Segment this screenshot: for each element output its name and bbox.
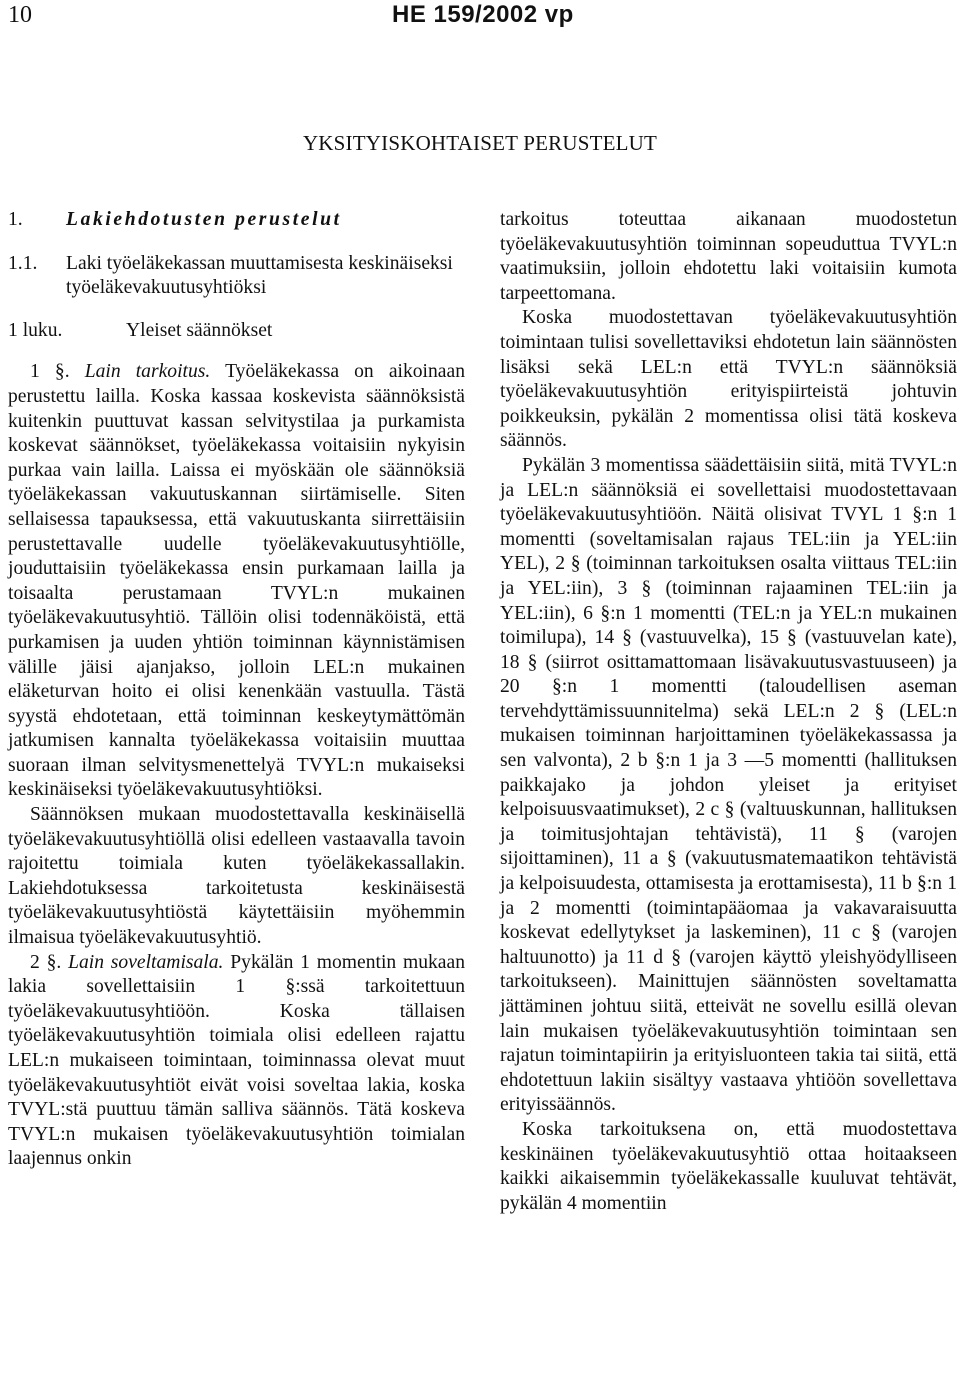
left-column	[8, 208, 465, 1172]
paragraph	[8, 951, 465, 1172]
section-marker: 1 §.	[30, 361, 70, 383]
section-title: YKSITYISKOHTAISET PERUSTELUT	[302, 131, 658, 155]
paragraph: Koska tarkoituksena on, että muodostettava keskinäinen työeläkevakuutusyhtiö ottaa hoitaakseen kaikki aikaisemmin työeläkekassalle kuuluvat tehtävät, pykälän 4 momentiin	[500, 1118, 957, 1214]
paragraph-text: Työeläkekassa on aikoinaan perustettu lailla. Koska kassaa koskevista säännöksistä kuitenkin puuttuvat kassan selvitystilaa ja purkamista koskevat säännökset, työeläkekassa voitaisiin nykyisin purkaa vain lailla. Laissa ei myöskään ole säännöksiä työeläkekassan vakuutuskannan siirtämiselle. Siten sellaisessa tapauksessa, että vakuutuskanta siirrettäisiin perustettavalle uudelle työeläkevakuutusyhtiölle, jouduttaisiin työeläkekassa ensin purkamaan lailla ja toisaalta perustamaan TVYL:n mukainen työeläkevakuutusyhtiö. Tällöin olisi todennäköistä, että purkamisen ja uuden yhtiön toiminnan käynnistämisen välille jäisi ajanjakso, jolloin LEL:n mukainen eläketurvan hoito ei olisi kenenkään vastuulla. Tästä syystä ehdotetaan, että toiminnan keskeytymättömän jatkumisen kannalta työeläkekassa voitaisiin muuttaa suoraan ilman selvitysmenettelyä TVYL:n mukaiseksi keskinäiseksi työeläkevakuutusyhtiöksi.	[8, 361, 465, 801]
section-title-italic: Lain tarkoitus.	[84, 361, 211, 383]
document-id: HE 159/2002 vp	[392, 1, 574, 28]
heading-1-text: Lakiehdotusten perustelut	[66, 209, 342, 230]
heading-2-text: Laki työeläkekassan muuttamisesta keskinäiseksi työeläkevakuutusyhtiöksi	[66, 252, 453, 299]
chapter-title: Yleiset säännökset	[126, 319, 273, 341]
heading-level-2	[8, 252, 465, 301]
chapter-number: 1 luku.	[8, 319, 63, 341]
paragraph: tarkoitus toteuttaa aikanaan muodostetun työeläkevakuutusyhtiön toiminnan sopeuduttua TVYL:n vaatimuksiin, jolloin ehdotettu laki voitaisiin kumota tarpeettomana.	[500, 209, 957, 304]
paragraph	[8, 360, 465, 803]
paragraph: Koska muodostettavan työeläkevakuutusyhtiön toimintaan tulisi sovellettaviksi ehdotetun lain säännösten lisäksi sekä LEL:n että TVYL:n säännöksiä työeläkevakuutusyhtiön erityispiirteistä johtuvin poikkeuksin, pykälän 2 momentissa olisi tätä koskeva säännös.	[500, 307, 957, 452]
paragraph: Säännöksen mukaan muodostettavalla keskinäisellä työeläkevakuutusyhtiöllä olisi edelleen vastaavalla tavoin rajoitettu toimiala kuten työeläkekassallakin. Lakiehdotuksessa tarkoitetusta keskinäisestä työeläkevakuutusyhtiöstä käytettäisiin myöhemmin ilmaisua työeläkevakuutusyhtiö.	[8, 804, 465, 949]
page-number: 10	[8, 2, 32, 28]
paragraph: Pykälän 3 momentissa säädettäisiin siitä, mitä TVYL:n ja LEL:n säännöksiä ei sovellettaisi muodostettavaan työeläkevakuutusyhtiöön. Näitä olisivat TVYL 1 §:n 1 momentti (soveltamisalan rajaus TEL:iin ja YEL:iin YEL), 2 § (toiminnan tarkoituksen osalta viittaus TEL:iin ja YEL:iin), 3 § (toiminnan rajaaminen TEL:iin ja YEL:iin), 6 §:n 1 momentti (TEL:n ja YEL:n mukainen toimilupa), 14 § (vastuuvelka), 15 § (vastuuvelan kate), 18 § (siirrot osittamattomaan lisävakuutusvastuuseen) ja 20 §:n 1 momentti (taloudellisen aseman tervehdyttämissuunnitelma) sekä LEL:n 2 § (LEL:n mukaisen toiminnan harjoittaminen työeläkekassassa ja sen valvonta), 2 b §:n 1 ja 3 —5 momentti (hallituksen paikkajako ja johdon yleiset ja erityiset kelpoisuusvaatimukset), 2 c § (valtuuskunnan, hallituksen ja toimitusjohtajan tehtävistä), 11 § (varojen sijoittaminen), 11 a § (vakuutusmatemaatikon tehtävistä ja kelpoisuudesta, ottamisesta ja erottamisesta), 11 b §:n 1 ja 2 momentti (toimintapääomaa ja vakavaraisuutta koskevat edellytykset ja laskeminen), 11 c § (varojen haltuunotto) ja 11 d § (varojen käyttö yleishyödylliseen tarkoitukseen). Mainittujen säännösten soveltamatta jättäminen johtuu siitä, etteivät ne sovellu esillä olevan lain mukaisen työeläkevakuutusyhtiön toimintaan sen rajatun toimintapiirin ja erityisluonteen takia tai siitä, että ehdotettuun lakiin sisältyy vastaava yhtiöön sovellettava erityissäännös.	[500, 454, 957, 1116]
heading-1-number: 1.	[8, 209, 23, 230]
right-column	[500, 208, 957, 1216]
heading-level-1	[8, 208, 465, 233]
chapter-heading	[8, 319, 465, 344]
section-marker: 2 §.	[30, 951, 62, 973]
heading-2-number: 1.1.	[8, 252, 38, 274]
section-title-italic: Lain soveltamisala.	[68, 951, 224, 973]
paragraph-text: Pykälän 1 momentin mukaan lakia sovellettaisiin 1 §:ssä tarkoitettuun työeläkevakuutusyhtiöön. Koska tällaisen työeläkevakuutusyhtiön toimiala olisi edelleen rajattu LEL:n mukaiseen toimintaan, toiminnassa olevat muut työeläkevakuutusyhtiöt eivät voisi soveltaa lakia, koska TVYL:stä puuttuu tämän salliva säännös. Tätä koskeva TVYL:n mukaisen työeläkevakuutusyhtiön toimialan laajennus onkin	[8, 951, 465, 1170]
